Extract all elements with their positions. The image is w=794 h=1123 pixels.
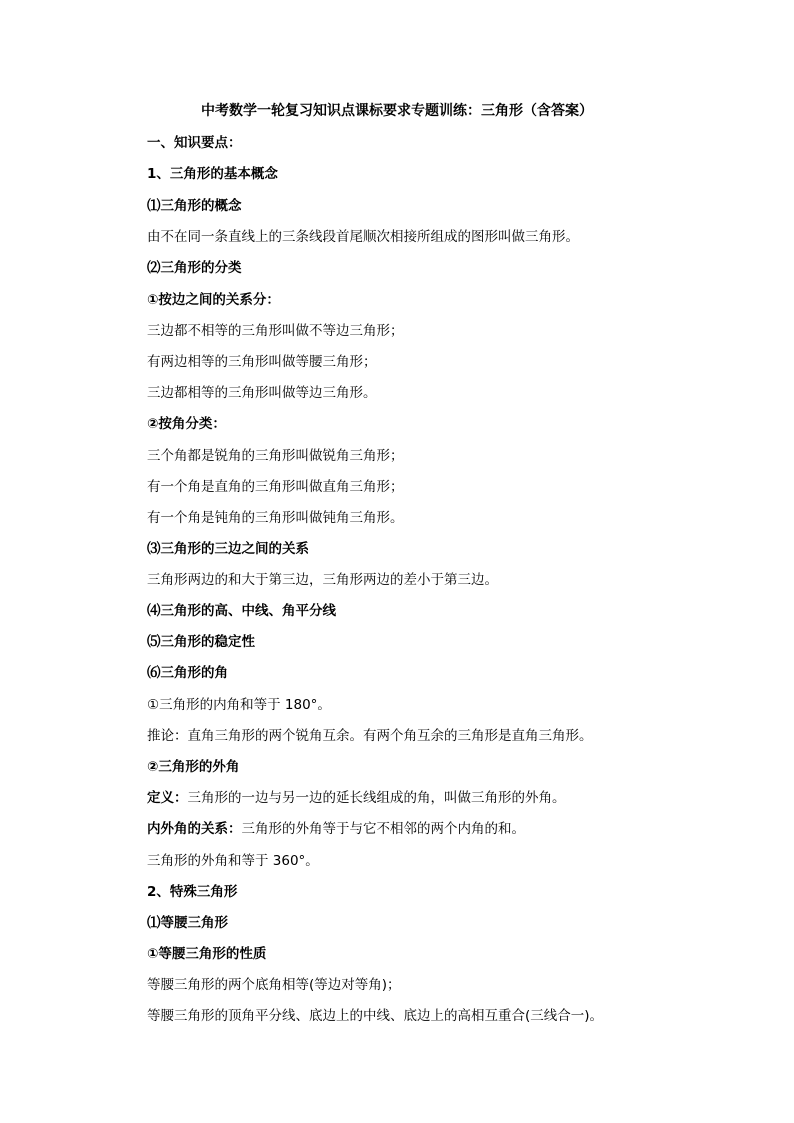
item-heading: ②三角形的外角 bbox=[147, 759, 240, 775]
body-text: 推论：直角三角形的两个锐角互余。有两个角互余的三角形是直角三角形。 bbox=[147, 728, 593, 744]
topic-heading: ⑵三角形的分类 bbox=[147, 260, 242, 276]
body-text: 由不在同一条直线上的三条线段首尾顺次相接所组成的图形叫做三角形。 bbox=[147, 229, 579, 245]
body-text: 三边都不相等的三角形叫做不等边三角形； bbox=[147, 323, 404, 339]
definition-label: 定义： bbox=[147, 790, 188, 806]
subsection-heading: 2、特殊三角形 bbox=[147, 884, 238, 900]
body-text: 三角形的外角和等于 360°。 bbox=[147, 853, 319, 869]
relation-label: 内外角的关系： bbox=[147, 821, 242, 837]
topic-heading: ⑸三角形的稳定性 bbox=[147, 634, 255, 650]
body-text: 三个角都是锐角的三角形叫做锐角三角形； bbox=[147, 448, 404, 464]
body-text: 等腰三角形的顶角平分线、底边上的中线、底边上的高相互重合(三线合一)。 bbox=[147, 1008, 604, 1024]
body-text: 有一个角是钝角的三角形叫做钝角三角形。 bbox=[147, 510, 404, 526]
body-text: 有一个角是直角的三角形叫做直角三角形； bbox=[147, 479, 404, 495]
body-text: 三角形两边的和大于第三边，三角形两边的差小于第三边。 bbox=[147, 572, 498, 588]
relation-text: 三角形的外角等于与它不相邻的两个内角的和。 bbox=[241, 821, 525, 837]
body-text: 等腰三角形的两个底角相等(等边对等角)； bbox=[147, 977, 401, 993]
relation-line bbox=[147, 819, 525, 839]
topic-heading: ⑴三角形的概念 bbox=[147, 198, 242, 214]
item-heading: ①等腰三角形的性质 bbox=[147, 946, 267, 962]
definition-text: 三角形的一边与另一边的延长线组成的角，叫做三角形的外角。 bbox=[187, 790, 566, 806]
topic-heading: ⑷三角形的高、中线、角平分线 bbox=[147, 603, 336, 619]
body-text: 有两边相等的三角形叫做等腰三角形； bbox=[147, 354, 377, 370]
topic-heading: ⑴等腰三角形 bbox=[147, 915, 228, 931]
topic-heading: ⑹三角形的角 bbox=[147, 665, 228, 681]
body-text: ①三角形的内角和等于 180°。 bbox=[147, 697, 331, 713]
body-text: 三边都相等的三角形叫做等边三角形。 bbox=[147, 385, 377, 401]
document-title: 中考数学一轮复习知识点课标要求专题训练：三角形（含答案） bbox=[201, 103, 593, 119]
section-heading: 一、知识要点： bbox=[147, 135, 242, 151]
definition-line bbox=[147, 788, 566, 808]
subsection-heading: 1、三角形的基本概念 bbox=[147, 166, 278, 182]
topic-heading: ⑶三角形的三边之间的关系 bbox=[147, 541, 309, 557]
item-heading: ②按角分类： bbox=[147, 416, 226, 432]
item-heading: ①按边之间的关系分： bbox=[147, 292, 280, 308]
